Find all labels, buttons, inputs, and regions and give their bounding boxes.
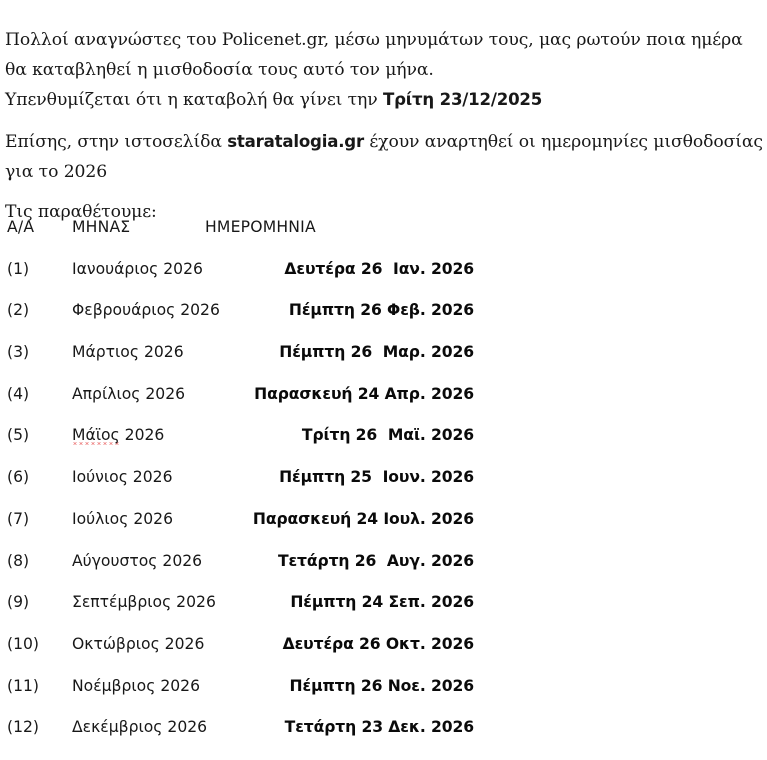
table-row	[0, 385, 767, 427]
payment-date-cell: Παρασκευή 24 Ιουλ. 2026	[252, 509, 474, 528]
payment-date-cell: Πέμπτη 26 Φεβ. 2026	[288, 301, 474, 320]
column-header-month: ΜΗΝΑΣ	[72, 218, 131, 236]
row-index-cell: (4)	[7, 384, 30, 403]
table-row	[0, 260, 767, 302]
table-row	[0, 593, 767, 635]
payment-date-cell: Πέμπτη 24 Σεπ. 2026	[290, 593, 474, 612]
table-row	[0, 510, 767, 552]
website-reference-suffix: έχουν αναρτηθεί οι ημερομηνίες μισθοδοσίας για το 2026	[5, 132, 763, 183]
table-row	[0, 552, 767, 594]
month-cell: Απρίλιος 2026	[72, 384, 186, 403]
payment-date-cell: Τετάρτη 23 Δεκ. 2026	[284, 718, 474, 737]
row-index-cell: (11)	[7, 676, 40, 695]
month-year-suffix: 2026	[119, 426, 165, 445]
table-row	[0, 677, 767, 719]
table-header-row	[0, 218, 767, 260]
payment-date-cell: Τρίτη 26 Μαϊ. 2026	[301, 426, 474, 445]
table-row	[0, 301, 767, 343]
row-index-cell: (10)	[7, 634, 40, 653]
month-cell: Δεκέμβριος 2026	[72, 718, 208, 737]
list-intro-paragraph: Τις παραθέτουμε:	[5, 202, 157, 223]
row-index-cell: (2)	[7, 301, 30, 320]
row-index-cell: (3)	[7, 343, 30, 362]
payment-date-cell: Παρασκευή 24 Απρ. 2026	[254, 384, 474, 403]
payment-date-cell: Δευτέρα 26 Οκτ. 2026	[282, 634, 474, 653]
payment-reminder-paragraph	[5, 85, 763, 115]
row-index-cell: (12)	[7, 718, 40, 737]
month-cell: Νοέμβριος 2026	[72, 676, 201, 695]
website-reference-prefix: Επίσης, στην ιστοσελίδα	[5, 132, 228, 153]
website-name: staratalogia.gr	[227, 132, 364, 152]
row-index-cell: (1)	[7, 259, 30, 278]
payment-date-cell: Πέμπτη 25 Ιουν. 2026	[279, 468, 474, 487]
payment-date-cell: Δευτέρα 26 Ιαν. 2026	[284, 259, 474, 278]
table-row	[0, 635, 767, 677]
row-index-cell: (5)	[7, 426, 30, 445]
month-cell: Αύγουστος 2026	[72, 551, 203, 570]
payroll-schedule-table	[0, 218, 767, 760]
payment-date-cell: Πέμπτη 26 Μαρ. 2026	[279, 343, 474, 362]
intro-paragraph: Πολλοί αναγνώστες του Policenet.gr, μέσω μηνυμάτων τους, μας ρωτούν ποια ημέρα θα καταβληθεί η μισθοδοσία τους αυτό τον μήνα.	[5, 30, 743, 81]
payment-reminder-text: Υπενθυμίζεται ότι η καταβολή θα γίνει την	[5, 90, 383, 111]
month-cell: Ιούλιος 2026	[72, 509, 174, 528]
month-cell: Μάρτιος 2026	[72, 343, 184, 362]
row-index-cell: (9)	[7, 593, 30, 612]
website-reference-paragraph	[5, 127, 763, 187]
table-row	[0, 468, 767, 510]
column-header-index: Α/Α	[7, 218, 35, 236]
month-cell: Φεβρουάριος 2026	[72, 301, 220, 320]
month-cell: Σεπτέμβριος 2026	[72, 593, 216, 612]
month-cell: Οκτώβριος 2026	[72, 634, 205, 653]
payment-date-highlight: Τρίτη 23/12/2025	[382, 90, 543, 110]
row-index-cell: (7)	[7, 509, 30, 528]
row-index-cell: (6)	[7, 468, 30, 487]
table-row	[0, 718, 767, 760]
table-row	[0, 343, 767, 385]
spellcheck-underlined-word: Μάϊος	[72, 426, 120, 445]
payment-date-cell: Τετάρτη 26 Αυγ. 2026	[277, 551, 474, 570]
table-row	[0, 426, 767, 468]
month-cell: Ιούνιος 2026	[72, 468, 173, 487]
month-cell: Ιανουάριος 2026	[72, 259, 203, 278]
payment-date-cell: Πέμπτη 26 Νοε. 2026	[289, 676, 474, 695]
column-header-date: ΗΜΕΡΟΜΗΝΙΑ	[205, 218, 316, 236]
table-body	[0, 260, 767, 760]
row-index-cell: (8)	[7, 551, 30, 570]
